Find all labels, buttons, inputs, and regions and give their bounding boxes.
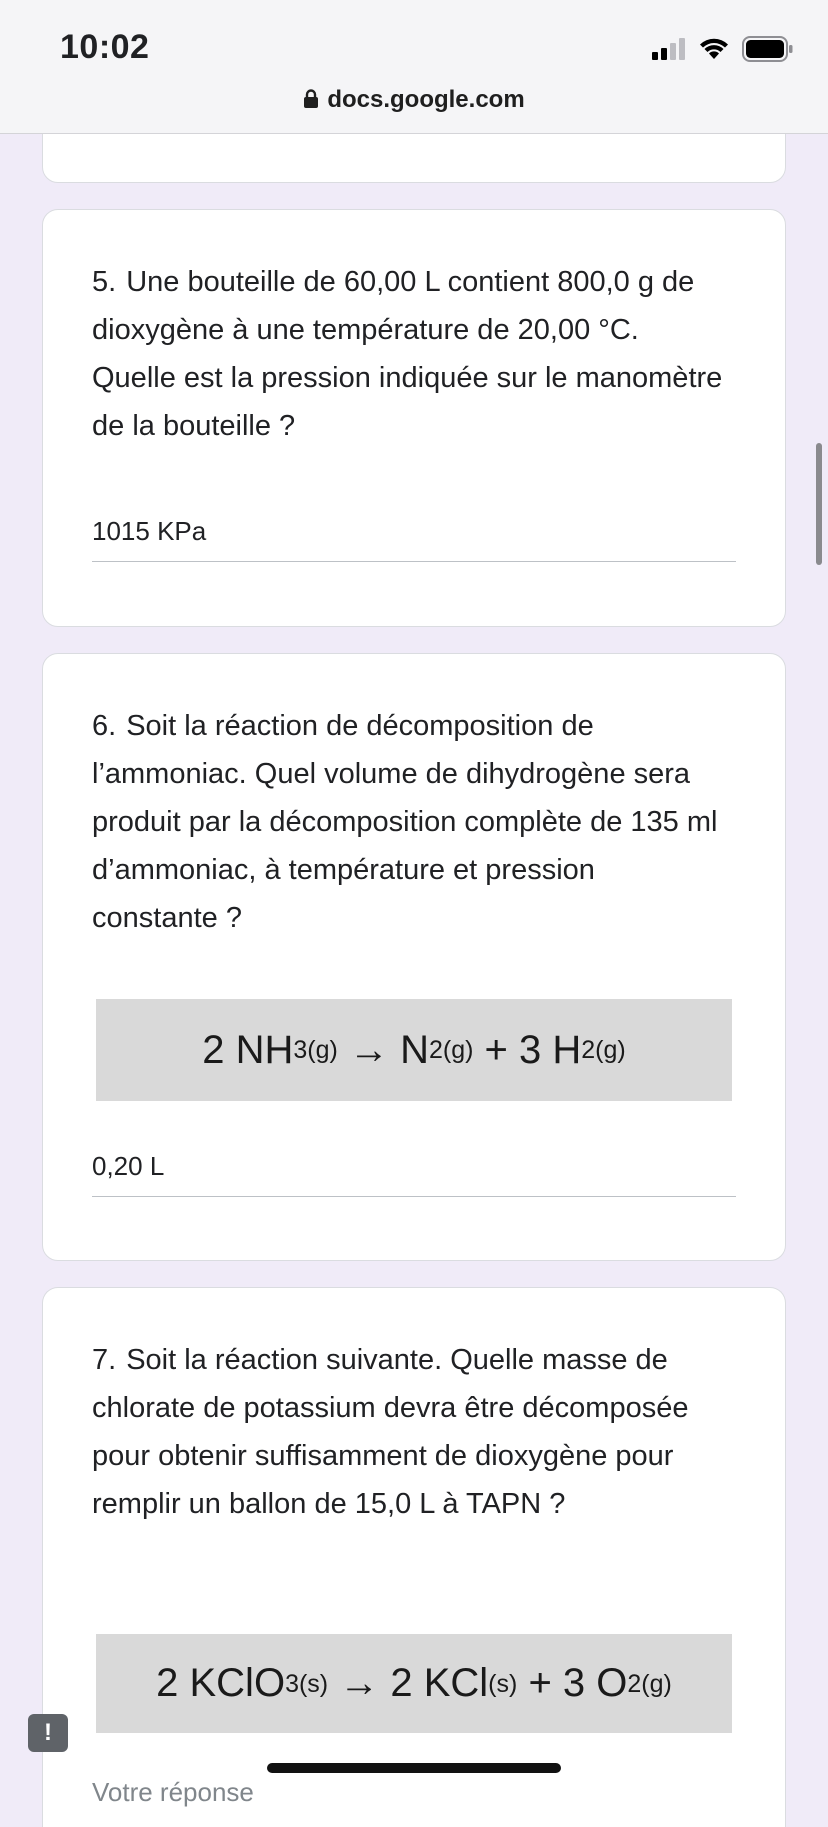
question-number: 7. xyxy=(92,1344,117,1376)
question-number: 6. xyxy=(92,710,117,742)
equation-term: + 3 H xyxy=(473,1027,582,1072)
lock-icon xyxy=(303,88,319,116)
home-indicator[interactable] xyxy=(267,1763,561,1773)
question-card-7 xyxy=(42,1287,786,1827)
question-body: Une bouteille de 60,00 L contient 800,0 g de dioxygène à une température de 20,00 °C. Quelle est la pression indiquée sur le manomètre de la bouteille ? xyxy=(92,266,723,442)
question-text xyxy=(92,1336,725,1528)
equation-image: 2 KClO 3(s) → 2 KCl (s) + 3 O 2(g) xyxy=(96,1634,732,1733)
address-bar[interactable] xyxy=(0,86,828,116)
wifi-icon xyxy=(698,37,730,66)
url-text: docs.google.com xyxy=(327,86,525,113)
scrollbar-thumb[interactable] xyxy=(816,443,822,565)
equation-term: 2 KClO xyxy=(156,1661,286,1705)
question-card-5 xyxy=(42,209,786,627)
equation-term: → 2 KCl xyxy=(328,1661,489,1705)
answer-field[interactable]: Votre réponse xyxy=(92,1777,254,1807)
answer-field[interactable]: 1015 KPa xyxy=(92,516,736,562)
question-body: Soit la réaction de décomposition de l’ammoniac. Quel volume de dihydrogène sera produit par la décomposition complète de 135 ml d’ammoniac, à température et pression constante ? xyxy=(92,710,718,934)
ios-status-bar xyxy=(0,0,828,134)
cellular-signal-icon xyxy=(652,38,686,65)
equation-term: + 3 O xyxy=(517,1661,628,1705)
answer-field[interactable]: 0,20 L xyxy=(92,1151,736,1197)
question-card-6 xyxy=(42,653,786,1261)
question-text xyxy=(92,702,725,942)
question-number: 5. xyxy=(92,266,117,298)
equation-term: → N xyxy=(337,1027,429,1072)
question-text xyxy=(92,258,725,450)
status-icons xyxy=(652,36,794,67)
question-body: Soit la réaction suivante. Quelle masse de chlorate de potassium devra être décomposée pour obtenir suffisamment de dioxygène pour remplir un ballon de 15,0 L à TAPN ? xyxy=(92,1344,689,1520)
report-issue-button[interactable]: ! xyxy=(28,1714,68,1752)
equation-term: 2 NH xyxy=(202,1027,294,1072)
battery-icon xyxy=(742,36,794,67)
equation-image: 2 NH 3(g) → N 2(g) + 3 H 2(g) xyxy=(96,999,732,1101)
clock-time: 10:02 xyxy=(60,28,150,66)
